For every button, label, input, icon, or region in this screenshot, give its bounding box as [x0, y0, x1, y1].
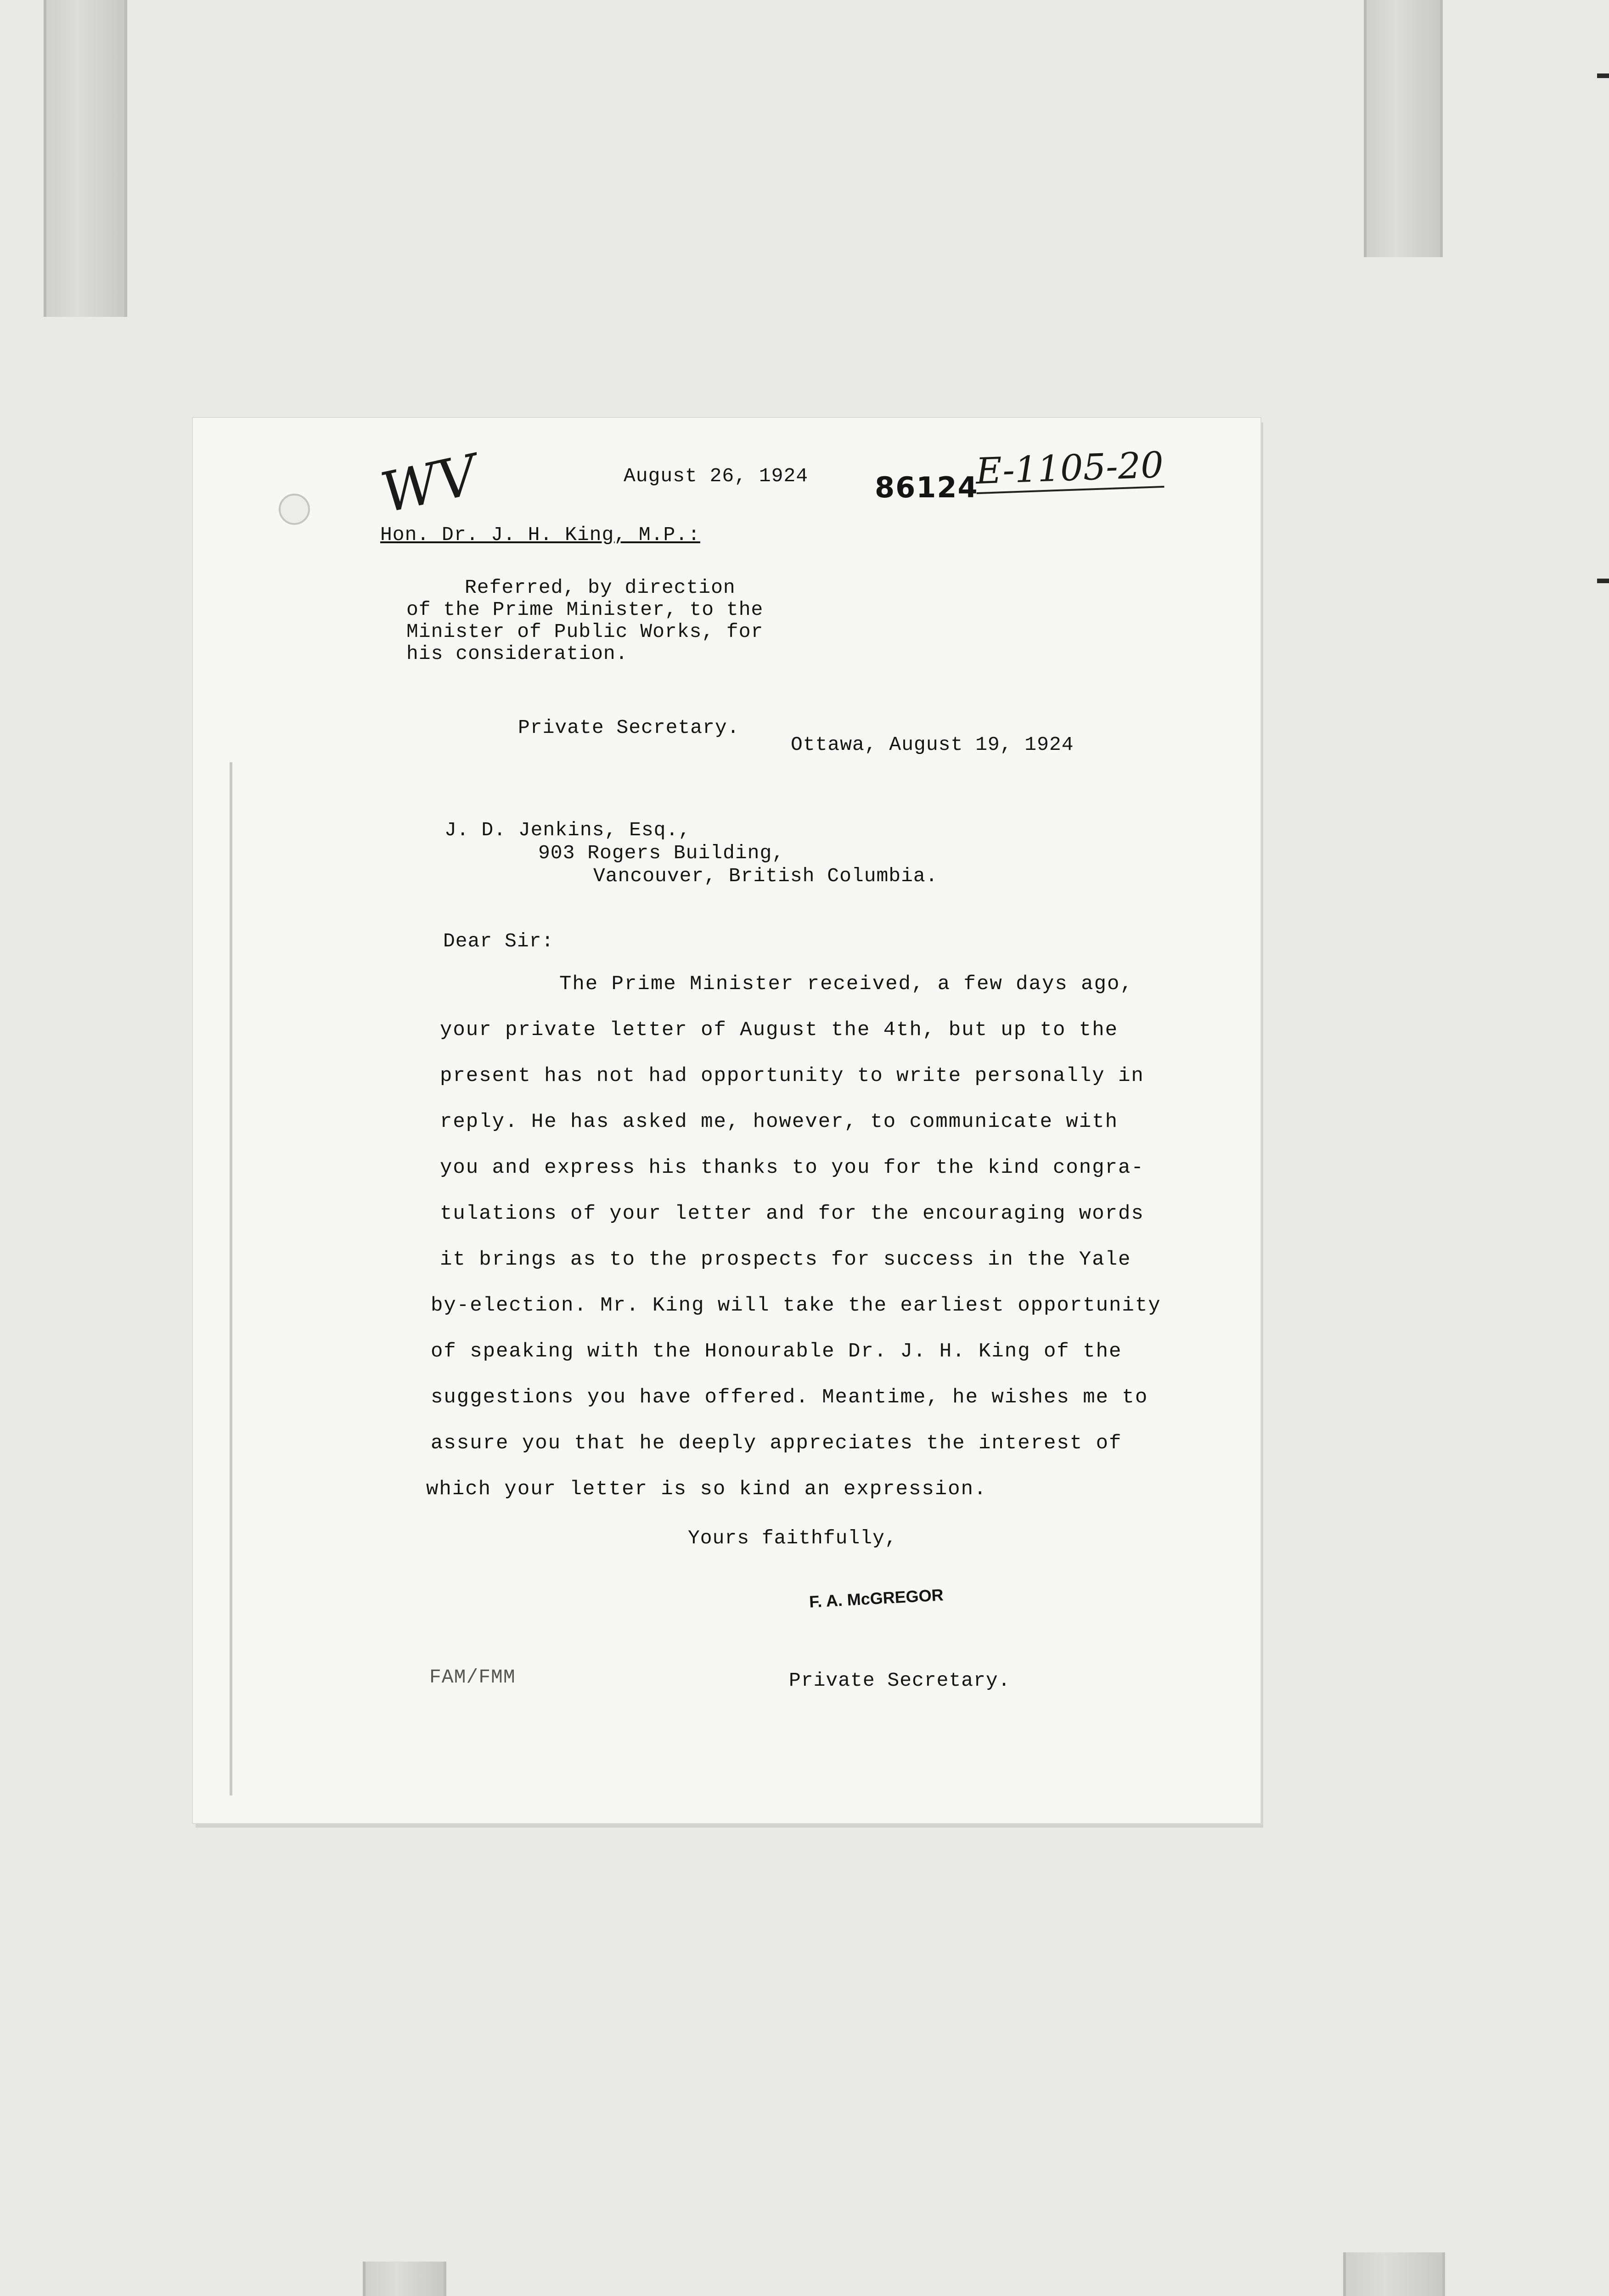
body-line: it brings as to the prospects for success in the Yale	[440, 1248, 1131, 1271]
closing: Yours faithfully,	[688, 1527, 897, 1549]
body-line: present has not had opportunity to write personally in	[440, 1064, 1144, 1087]
reference-date: August 26, 1924	[624, 465, 809, 487]
body-line: tulations of your letter and for the encouraging words	[440, 1202, 1144, 1225]
referral-line: Minister of Public Works, for	[406, 620, 764, 643]
recipient-city: Vancouver, British Columbia.	[593, 865, 938, 887]
body-line: suggestions you have offered. Meantime, he wishes me to	[431, 1386, 1148, 1409]
mounting-tape	[44, 0, 127, 317]
handwritten-initials: WV	[375, 443, 484, 526]
punch-hole	[279, 494, 310, 525]
body-line: assure you that he deeply appreciates the interest of	[431, 1432, 1122, 1455]
place-date: Ottawa, August 19, 1924	[791, 733, 1074, 756]
signature-stamp: F. A. McGREGOR	[809, 1585, 944, 1611]
body-line: The Prime Minister received, a few days ago,	[559, 973, 1133, 996]
body-line: which your letter is so kind an expression.	[426, 1478, 987, 1501]
signatory-title: Private Secretary.	[789, 1669, 1011, 1692]
handwritten-file-code: E-1105-20	[975, 445, 1164, 494]
recipient-name: J. D. Jenkins, Esq.,	[444, 819, 691, 841]
mounting-tape	[363, 2262, 446, 2296]
body-line: reply. He has asked me, however, to communicate with	[440, 1110, 1119, 1133]
salutation: Dear Sir:	[443, 930, 554, 952]
referral-line: his consideration.	[406, 642, 628, 665]
sheet-margin-line	[230, 762, 232, 1795]
mounting-tape	[1343, 2252, 1445, 2296]
edge-mark	[1597, 73, 1609, 78]
file-number: 86124	[875, 471, 979, 504]
referral-signatory: Private Secretary.	[518, 716, 740, 739]
referral-line: Referred, by direction	[465, 576, 736, 599]
mounting-tape	[1364, 0, 1443, 257]
initials-reference: FAM/FMM	[429, 1666, 516, 1688]
body-line: your private letter of August the 4th, but up to the	[440, 1019, 1119, 1041]
referral-addressee: Hon. Dr. J. H. King, M.P.:	[380, 523, 700, 546]
referral-line: of the Prime Minister, to the	[406, 598, 764, 621]
edge-mark	[1597, 579, 1609, 583]
body-line: you and express his thanks to you for the kind congra-	[440, 1156, 1144, 1179]
body-line: by-election. Mr. King will take the earliest opportunity	[431, 1294, 1161, 1317]
recipient-street: 903 Rogers Building,	[538, 842, 785, 864]
body-line: of speaking with the Honourable Dr. J. H. King of the	[431, 1340, 1122, 1363]
